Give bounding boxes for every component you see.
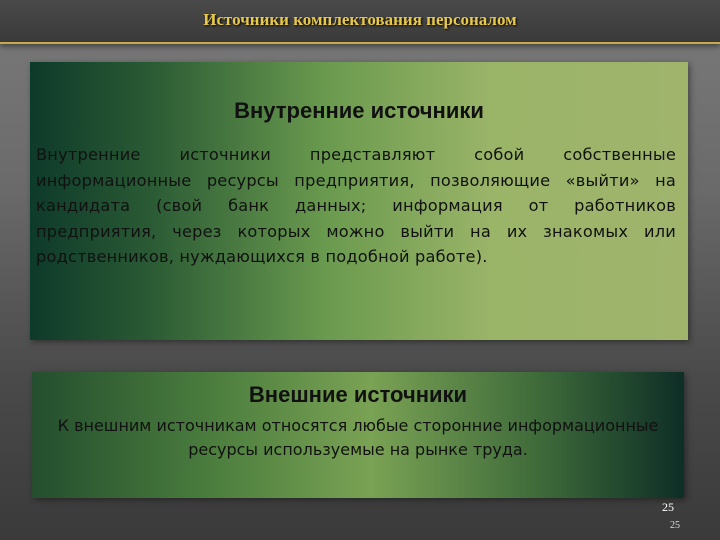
internal-sources-panel (30, 62, 688, 340)
title-bar (0, 0, 720, 44)
external-sources-heading: Внешние источники (248, 382, 468, 407)
external-sources-panel (32, 372, 684, 498)
slide-title: Источники комплектования персоналом (203, 10, 517, 29)
page-number: 25 (662, 500, 674, 514)
footer-page-number: 25 (670, 520, 680, 531)
internal-sources-text: Внутренние источники представляют собой собственные информационные ресурсы предприятия, позволяющие «выйти» на кандидата (свой банк данных; информация от работников предприятия, через которых можно выйти на их знакомых или родственников, нуждающихся в подобной работе). (36, 145, 676, 267)
internal-sources-heading: Внутренние источники (234, 98, 484, 123)
external-sources-text: К внешним источникам относятся любые сторонние информационные ресурсы используемые на рынке труда. (57, 416, 659, 459)
